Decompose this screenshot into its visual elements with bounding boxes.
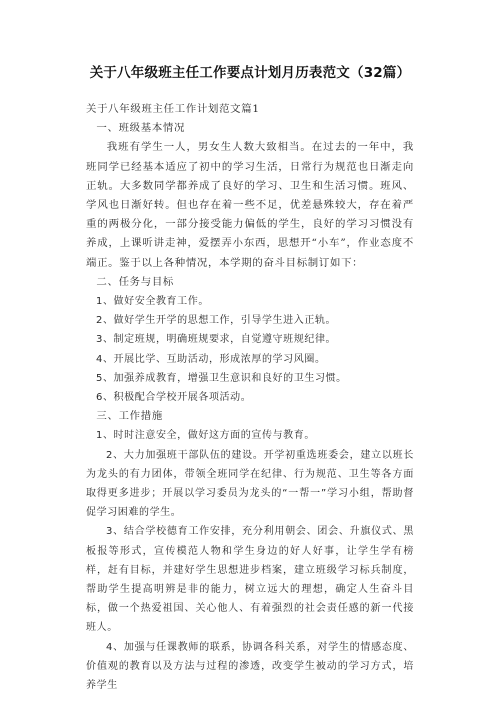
task-item: 4、开展比学、互助活动，形成浓厚的学习风圈。 bbox=[96, 353, 326, 365]
task-item: 1、做好安全教育工作。 bbox=[96, 296, 209, 308]
task-item: 5、加强养成教育，增强卫生意识和良好的卫生习惯。 bbox=[96, 372, 347, 384]
task-item: 2、做好学生开学的思想工作，引导学生进入正轨。 bbox=[96, 315, 337, 327]
task-item: 3、制定班规，明确班规要求，自觉遵守班规纪律。 bbox=[96, 334, 337, 346]
document-title: 关于八年级班主任工作要点计划月历表范文（32篇） bbox=[89, 65, 411, 81]
class-situation-paragraph: 我班有学生一人，男女生人数大致相当。在过去的一年中，我班同学已经基本适应了初中的学习生活，日常行为规范也日渐走向正轨。大多数同学都养成了良好的学习、卫生和生活习惯。班风、学风也日渐好转。但也存在着一些不足，优差悬殊较大，存在着严重的两极分化，一部分接受能力偏低的学生，良好的学习习惯没有养成，上课听讲走神，爱摆弄小东西，思想开“小车”，作业态度不端正。鉴于以上各种情况，本学期的奋斗目标制订如下： bbox=[86, 141, 414, 269]
measure-paragraph: 3、结合学校德育工作安排，充分利用朝会、团会、升旗仪式、黑板报等形式，宣传模范人物和学生身边的好人好事，让学生学有榜样，赶有目标，并建好学生思想进步档案，建立班级学习标兵制度，帮助学生提高明辨是非的能力，树立远大的理想，确定人生奋斗目标，做一个热爱祖国、关心他人、有着强烈的社会责任感的新一代接班人。 bbox=[86, 526, 414, 634]
section-heading-tasks-goals: 二、任务与目标 bbox=[96, 275, 175, 288]
task-item: 6、积极配合学校开展各项活动。 bbox=[96, 392, 252, 404]
measure-paragraph: 4、加强与任课教师的联系，协调各科关系，对学生的情感态度、价值观的教育以及方法与过程的渗透，改变学生被动的学习方式，培养学生 bbox=[86, 641, 414, 692]
section-heading-measures: 三、工作措施 bbox=[96, 410, 163, 423]
measure-paragraph: 2、大力加强班干部队伍的建设。开学初重选班委会，建立以班长为龙头的有力团体，带领全班同学在纪律、行为规范、卫生等各方面取得更多进步；开展以学习委员为龙头的“一帮一”学习小组，帮助督促学习困难的学生。 bbox=[86, 449, 414, 519]
plan-subtitle: 关于八年级班主任工作计划范文篇1 bbox=[86, 103, 260, 115]
document-body bbox=[86, 100, 414, 695]
measure-item: 1、时时注意安全，做好这方面的宣传与教育。 bbox=[96, 430, 315, 442]
section-heading-class-situation: 一、班级基本情况 bbox=[96, 122, 186, 135]
